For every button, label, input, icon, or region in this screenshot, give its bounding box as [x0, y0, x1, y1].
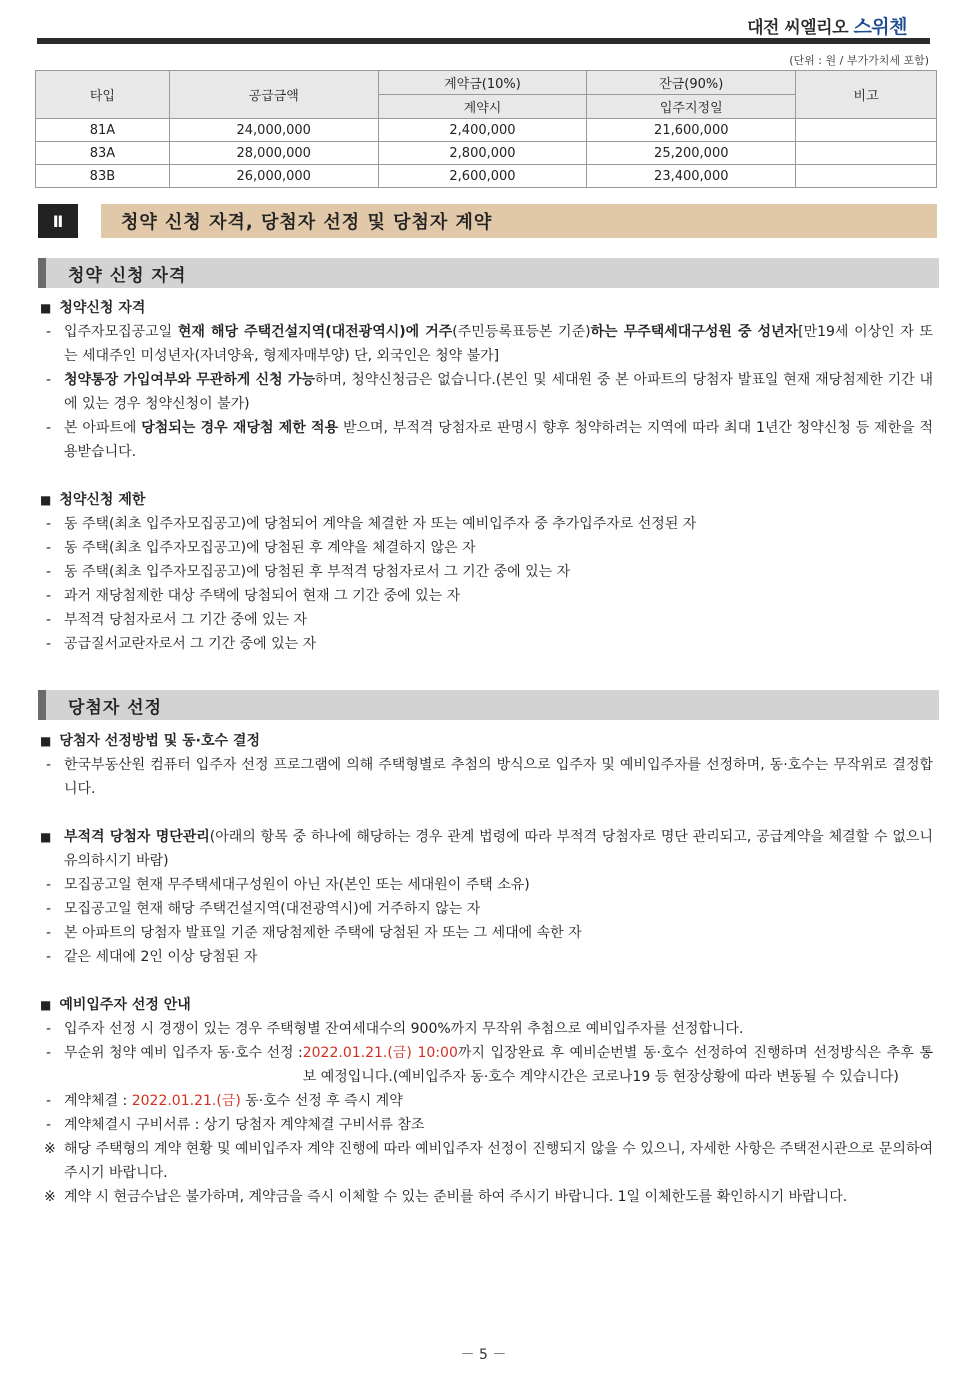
- cell-balance: 21,600,000: [587, 119, 796, 142]
- text: 같은 세대에 2인 이상 당첨된 자: [64, 949, 258, 965]
- reference-mark-icon: ※: [44, 1141, 56, 1157]
- note-item: [40, 1137, 933, 1185]
- list-item: [40, 368, 933, 416]
- price-table: [35, 70, 937, 188]
- list-item: [40, 536, 933, 560]
- list-item: [40, 897, 933, 921]
- dash-icon: -: [46, 372, 52, 388]
- page-number: － 5 －: [460, 1347, 507, 1363]
- dash-icon: -: [46, 757, 52, 773]
- text: 입주자 선정 시 경쟁이 있는 경우 주택형별 잔여세대수의 900%까지 무작위 추첨으로 예비입주자를 선정합니다.: [64, 1021, 744, 1037]
- cell-note: [796, 165, 937, 188]
- cell-contract: 2,600,000: [378, 165, 587, 188]
- list-item: [40, 584, 933, 608]
- cell-type: 83A: [36, 142, 170, 165]
- col-header-balance: 잔금(90%): [587, 71, 796, 95]
- cell-balance: 25,200,000: [587, 142, 796, 165]
- table-row: [36, 119, 937, 142]
- brand-suffix: 스위첸: [853, 16, 907, 38]
- col-header-note: 비고: [796, 71, 937, 119]
- text: 계약체결 :: [64, 1093, 132, 1109]
- text: 과거 재당첨제한 대상 주택에 당첨되어 현재 그 기간 중에 있는 자: [64, 588, 461, 604]
- text: 입주자모집공고일: [64, 324, 178, 340]
- brand-logo: [747, 12, 907, 39]
- schedule-row: [64, 1041, 933, 1089]
- text: 한국부동산원 컴퓨터 입주자 선정 프로그램에 의해 주택형별로 추첨의 방식으로 입주자 및 예비입주자를 선정하며, 동·호수는 무작위로 결정합니다.: [64, 757, 933, 797]
- dash-icon: -: [46, 901, 52, 917]
- text: 모집공고일 현재 무주택세대구성원이 아닌 자(본인 또는 세대원이 주택 소유): [64, 877, 530, 893]
- subhead-selection: 당첨자 선정: [38, 690, 939, 720]
- text: 모집공고일 현재 해당 주택건설지역(대전광역시)에 거주하지 않는 자: [64, 901, 481, 917]
- dash-icon: -: [46, 1021, 52, 1037]
- eligibility-block: [40, 296, 933, 464]
- list-item: [40, 873, 933, 897]
- text-bold: 당첨되는 경우 재당첨 제한 적용: [141, 420, 339, 436]
- cell-type: 81A: [36, 119, 170, 142]
- col-subheader-balance: 입주지정일: [587, 95, 796, 119]
- restriction-block: [40, 488, 933, 656]
- dash-icon: -: [46, 540, 52, 556]
- square-bullet-icon: ■: [40, 830, 52, 844]
- schedule-label: 무순위 청약 예비 입주자 동·호수 선정 :: [64, 1045, 303, 1061]
- subhead-eligibility: 청약 신청 자격: [38, 258, 939, 288]
- list-item: [40, 1017, 933, 1041]
- list-item: [40, 945, 933, 969]
- dash-icon: -: [46, 925, 52, 941]
- cell-contract: 2,800,000: [378, 142, 587, 165]
- list-item: [40, 512, 933, 536]
- text: 동 주택(최초 입주자모집공고)에 당첨된 후 계약을 체결하지 않은 자: [64, 540, 476, 556]
- ineligible-heading: [40, 825, 933, 873]
- list-item: [40, 416, 933, 464]
- col-header-contract: 계약금(10%): [378, 71, 587, 95]
- list-item: [40, 632, 933, 656]
- list-item: [40, 1041, 933, 1089]
- text: 계약 시 현금수납은 불가하며, 계약금을 즉시 이체할 수 있는 준비를 하여 주시기 바랍니다. 1일 이체한도를 확인하시기 바랍니다.: [64, 1189, 848, 1205]
- dash-icon: -: [46, 564, 52, 580]
- text: 동·호수 선정 후 즉시 계약: [240, 1093, 403, 1109]
- heading-text: 부적격 당첨자 명단관리: [64, 829, 210, 845]
- col-header-type: 타입: [36, 71, 170, 119]
- text: 본 아파트에: [64, 420, 142, 436]
- section-number: Ⅱ: [38, 204, 78, 238]
- cell-supply: 24,000,000: [169, 119, 378, 142]
- text: 하며, 청약신청금은 없습니다.(본인 및 세대원 중 본 아파트의 당첨자 발표일 현재 재당첨제한 기간 내에 있는 경우 청약신청이 불가): [64, 372, 933, 412]
- table-row: [36, 165, 937, 188]
- heading-text: 청약신청 제한: [59, 492, 146, 508]
- text-bold: 하는 무주택세대구성원 중 성년자: [590, 324, 799, 340]
- list-item: [40, 1089, 933, 1113]
- text: [만19세 이상인 자 또는 세대주인 미성년자(자녀양육, 형제자매부양) 단, 외국인은 청약 불가]: [64, 324, 933, 364]
- reference-mark-icon: ※: [44, 1189, 56, 1205]
- dash-icon: -: [46, 1045, 52, 1061]
- text: 계약체결시 구비서류 : 상기 당첨자 계약체결 구비서류 참조: [64, 1117, 425, 1133]
- list-item: [40, 320, 933, 368]
- ineligible-block: [40, 825, 933, 969]
- eligibility-heading: [40, 296, 933, 320]
- heading-text: 청약신청 자격: [59, 300, 146, 316]
- text: 동 주택(최초 입주자모집공고)에 당첨되어 계약을 체결한 자 또는 예비입주자 중 추가입주자로 선정된 자: [64, 516, 697, 532]
- dash-icon: -: [46, 588, 52, 604]
- dash-icon: -: [46, 877, 52, 893]
- method-heading: [40, 729, 933, 753]
- text: 받으며, 부적격 당첨자로 판명시 향후 청약하려는 지역에 따라 최대 1년간 청약신청 등 제한을 적용받습니다.: [64, 420, 933, 460]
- text-bold: 현재 해당 주택건설지역(대전광역시)에 거주: [177, 324, 453, 340]
- list-item: [40, 753, 933, 801]
- list-item: [40, 1113, 933, 1137]
- cell-supply: 26,000,000: [169, 165, 378, 188]
- list-item: [40, 921, 933, 945]
- square-bullet-icon: ■: [40, 493, 52, 507]
- header-rule: [37, 38, 930, 44]
- cell-type: 83B: [36, 165, 170, 188]
- cell-balance: 23,400,000: [587, 165, 796, 188]
- text: (주민등록표등본 기준): [452, 324, 591, 340]
- list-item: [40, 608, 933, 632]
- dash-icon: -: [46, 949, 52, 965]
- reserve-block: [40, 993, 933, 1209]
- text: 해당 주택형의 계약 현황 및 예비입주자 계약 진행에 따라 예비입주자 선정이 진행되지 않을 수 있으니, 자세한 사항은 주택전시관으로 문의하여 주시기 바랍니다.: [64, 1141, 933, 1181]
- text: 부적격 당첨자로서 그 기간 중에 있는 자: [64, 612, 308, 628]
- dash-icon: -: [46, 324, 52, 340]
- dash-icon: -: [46, 420, 52, 436]
- cell-note: [796, 142, 937, 165]
- table-row: [36, 142, 937, 165]
- col-header-supply: 공급금액: [169, 71, 378, 119]
- heading-text: 예비입주자 선정 안내: [59, 997, 191, 1013]
- dash-icon: -: [46, 1093, 52, 1109]
- text: 본 아파트의 당첨자 발표일 기준 재당첨제한 주택에 당첨된 자 또는 그 세대에 속한 자: [64, 925, 582, 941]
- restriction-heading: [40, 488, 933, 512]
- date-text: 2022.01.21.(금): [131, 1093, 241, 1109]
- heading-text: 당첨자 선정방법 및 동·호수 결정: [59, 733, 260, 749]
- section-title: 청약 신청 자격, 당첨자 선정 및 당첨자 계약: [101, 204, 937, 238]
- square-bullet-icon: ■: [40, 734, 52, 748]
- dash-icon: -: [46, 1117, 52, 1133]
- col-subheader-contract: 계약시: [378, 95, 587, 119]
- text: 까지 입장완료 후 예비순번별 동·호수 선정하여 진행하며 선정방식은 추후 통보 예정입니다.(예비입주자 동·호수 계약시간은 코로나19 등 현장상황에 따라 변동될 수 있습니다): [302, 1045, 933, 1085]
- list-item: [40, 560, 933, 584]
- schedule-value: [303, 1041, 933, 1089]
- dash-icon: -: [46, 516, 52, 532]
- dash-icon: -: [46, 612, 52, 628]
- square-bullet-icon: ■: [40, 998, 52, 1012]
- brand-prefix: 대전 씨엘리오: [747, 18, 849, 38]
- cell-supply: 28,000,000: [169, 142, 378, 165]
- date-text: 2022.01.21.(금) 10:00: [302, 1045, 458, 1061]
- text: (아래의 항목 중 하나에 해당하는 경우 관계 법령에 따라 부적격 당첨자로 명단 관리되고, 공급계약을 체결할 수 없으니 유의하시기 바람): [64, 829, 933, 869]
- note-item: [40, 1185, 933, 1209]
- unit-note: (단위 : 원 / 부가가치세 포함): [789, 54, 929, 67]
- dash-icon: -: [46, 636, 52, 652]
- cell-note: [796, 119, 937, 142]
- text: 공급질서교란자로서 그 기간 중에 있는 자: [64, 636, 317, 652]
- cell-contract: 2,400,000: [378, 119, 587, 142]
- text-bold: 청약통장 가입여부와 무관하게 신청 가능: [64, 372, 315, 388]
- square-bullet-icon: ■: [40, 301, 52, 315]
- text: 동 주택(최초 입주자모집공고)에 당첨된 후 부적격 당첨자로서 그 기간 중에 있는 자: [64, 564, 571, 580]
- reserve-heading: [40, 993, 933, 1017]
- selection-method-block: [40, 729, 933, 801]
